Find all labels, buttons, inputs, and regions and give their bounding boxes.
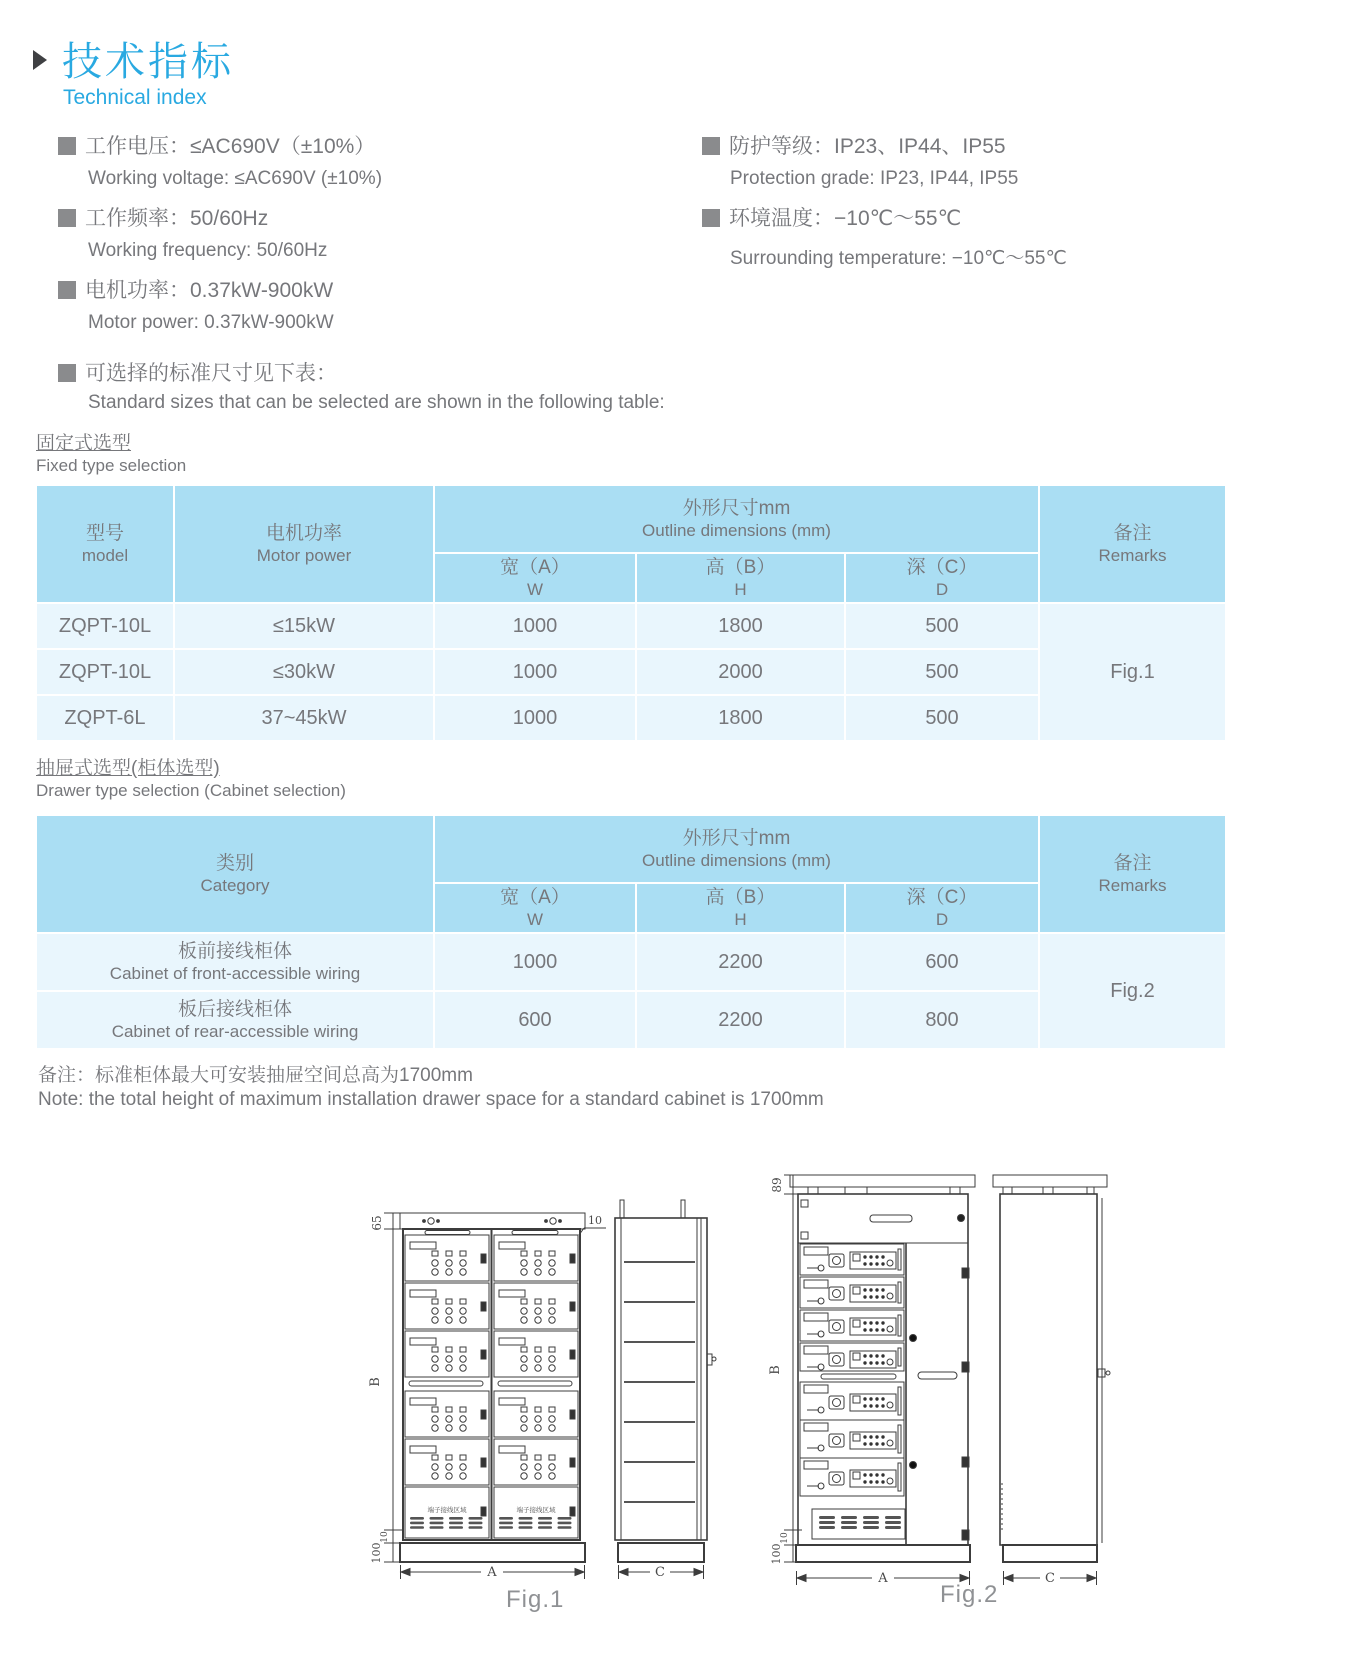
cell-power: ≤30kW [175, 650, 433, 694]
cell-height: 1800 [637, 696, 844, 740]
cell-width: 600 [435, 992, 635, 1048]
cell-power: ≤15kW [175, 604, 433, 648]
col-header-remarks: 备注 Remarks [1040, 816, 1225, 932]
cell-remark-fig2: Fig.2 [1040, 934, 1225, 1048]
col-header-depth: 深（C） D [846, 884, 1038, 932]
fig1-dim-vent: 10 [380, 1531, 390, 1543]
col-header-height: 高（B） H [637, 554, 844, 602]
col-header-depth: 深（C） D [846, 554, 1038, 602]
fig2-front-view [790, 1175, 975, 1562]
fig2-dim-base: 100 [770, 1543, 783, 1565]
table-intro [58, 357, 337, 387]
fig2-dim-depth: C [1045, 1571, 1055, 1586]
table-intro-en: Standard sizes that can be selected are shown in the following table: [88, 392, 665, 413]
spec-working-frequency-en: Working frequency: 50/60Hz [88, 240, 328, 261]
spec-protection-grade-cn: 防护等级：IP23、IP44、IP55 [729, 135, 1006, 158]
fig2-drawing [735, 1118, 1135, 1618]
bullet-square-icon [58, 137, 76, 155]
fig1-terminal-label: 端子接线区域 [516, 1507, 556, 1514]
fig2-dimension-lines [784, 1175, 802, 1562]
col-header-remarks: 备注 Remarks [1040, 486, 1225, 602]
bullet-square-icon [702, 137, 720, 155]
page-subtitle: Technical index [63, 86, 207, 109]
note-en: Note: the total height of maximum installation drawer space for a standard cabinet is 1700mm [38, 1089, 824, 1110]
table-intro-cn: 可选择的标准尺寸见下表： [85, 362, 337, 385]
fig1-side-view [615, 1200, 716, 1562]
bullet-square-icon [58, 364, 76, 382]
col-header-width: 宽（A） W [435, 884, 635, 932]
fig2-dim-height: B [768, 1365, 783, 1375]
fixed-type-table [35, 484, 1227, 742]
cell-height: 2200 [637, 992, 844, 1048]
cell-width: 1000 [435, 934, 635, 990]
col-header-model: 型号 model [37, 486, 173, 602]
drawer-section-label-en: Drawer type selection (Cabinet selection) [36, 781, 346, 800]
cell-category: 板前接线柜体 Cabinet of front-accessible wiring [37, 934, 433, 990]
cell-width: 1000 [435, 650, 635, 694]
fig1-drawing [368, 1140, 728, 1610]
table-row [37, 604, 1225, 648]
cell-power: 37~45kW [175, 696, 433, 740]
table-row [37, 934, 1225, 990]
spec-motor-power-en: Motor power: 0.37kW-900kW [88, 312, 334, 333]
spec-surrounding-temperature [702, 202, 961, 232]
fixed-section-label-cn: 固定式选型 [36, 433, 132, 454]
spec-protection-grade [702, 130, 1006, 160]
bullet-square-icon [58, 209, 76, 227]
spec-working-frequency [58, 202, 268, 232]
col-header-outline-dimensions: 外形尺寸mm Outline dimensions (mm) [435, 486, 1038, 552]
cell-depth: 500 [846, 650, 1038, 694]
cell-model: ZQPT-6L [37, 696, 173, 740]
bullet-square-icon [58, 281, 76, 299]
spec-motor-power [58, 274, 333, 304]
spec-surrounding-temperature-en: Surrounding temperature: −10℃～55℃ [730, 248, 1067, 269]
cell-depth: 600 [846, 934, 1038, 990]
spec-working-voltage-cn: 工作电压：≤AC690V（±10%） [85, 135, 376, 158]
fixed-section-label-en: Fixed type selection [36, 456, 187, 475]
col-header-height: 高（B） H [637, 884, 844, 932]
cell-height: 1800 [637, 604, 844, 648]
fig1-dim-top-right: 10 [588, 1214, 602, 1227]
spec-protection-grade-en: Protection grade: IP23, IP44, IP55 [730, 168, 1019, 189]
cell-height: 2000 [637, 650, 844, 694]
bullet-square-icon [702, 209, 720, 227]
col-header-outline-dimensions: 外形尺寸mm Outline dimensions (mm) [435, 816, 1038, 882]
fig1-dim-top: 65 [370, 1215, 384, 1231]
cell-width: 1000 [435, 604, 635, 648]
fig2-side-view [993, 1175, 1110, 1562]
cell-category: 板后接线柜体 Cabinet of rear-accessible wiring [37, 992, 433, 1048]
fig2-dim-top: 89 [770, 1177, 784, 1193]
page-title: 技术指标 [62, 40, 234, 84]
col-header-motor-power: 电机功率 Motor power [175, 486, 433, 602]
fig1-dim-width: A [487, 1565, 497, 1580]
fig2-dim-width: A [878, 1571, 888, 1586]
spec-working-frequency-cn: 工作频率：50/60Hz [85, 207, 269, 230]
fig1-dim-base: 100 [370, 1542, 383, 1564]
drawer-section-label-cn: 抽屉式选型(柜体选型) [36, 758, 220, 779]
fig1-dim-height: B [368, 1377, 383, 1387]
note-cn: 备注：标准柜体最大可安装抽屉空间总高为1700mm [38, 1065, 473, 1086]
cell-model: ZQPT-10L [37, 650, 173, 694]
fig1-caption: Fig.1 [506, 1586, 565, 1613]
fig1-dim-depth: C [655, 1565, 665, 1580]
cell-height: 2200 [637, 934, 844, 990]
cell-width: 1000 [435, 696, 635, 740]
fig2-caption: Fig.2 [940, 1581, 999, 1608]
fig1-terminal-label: 端子接线区域 [427, 1507, 467, 1514]
fig2-dim-vent: 10 [780, 1532, 790, 1544]
cell-depth: 500 [846, 696, 1038, 740]
spec-surrounding-temperature-cn: 环境温度：−10℃～55℃ [729, 207, 962, 230]
section-arrow-icon [33, 50, 47, 70]
cell-remark-fig1: Fig.1 [1040, 604, 1225, 740]
spec-motor-power-cn: 电机功率：0.37kW-900kW [85, 279, 334, 302]
col-header-width: 宽（A） W [435, 554, 635, 602]
cell-model: ZQPT-10L [37, 604, 173, 648]
spec-working-voltage [58, 130, 375, 160]
drawer-type-table [35, 814, 1227, 1050]
col-header-category: 类别 Category [37, 816, 433, 932]
cell-depth: 800 [846, 992, 1038, 1048]
spec-working-voltage-en: Working voltage: ≤AC690V (±10%) [88, 168, 383, 189]
cell-depth: 500 [846, 604, 1038, 648]
